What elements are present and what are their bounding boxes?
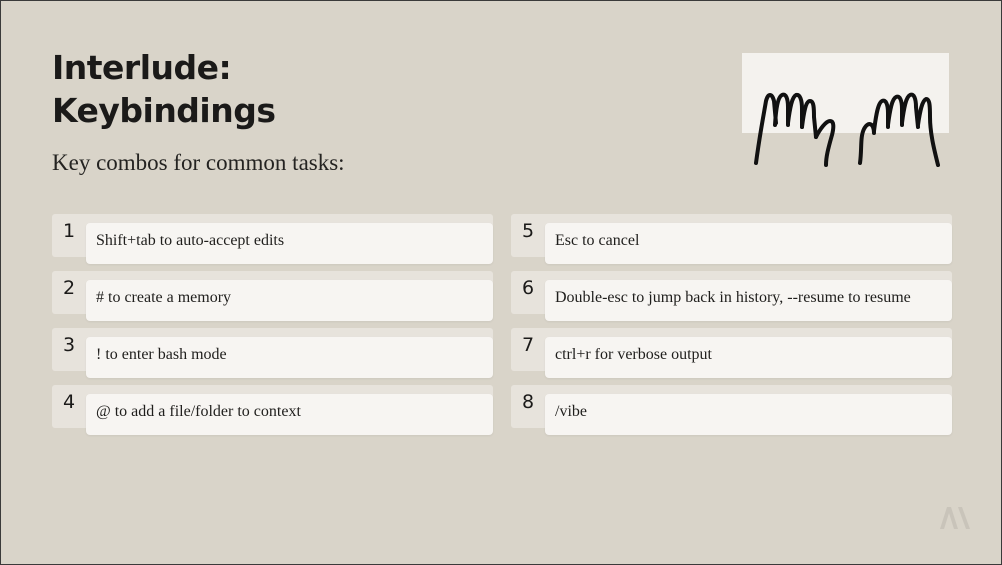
item-card <box>86 280 493 321</box>
list-item <box>511 214 952 257</box>
keybinding-list-left <box>52 214 493 442</box>
item-card <box>545 337 952 378</box>
item-number: 3 <box>62 334 76 356</box>
item-card <box>86 223 493 264</box>
item-text: # to create a memory <box>96 289 232 306</box>
item-text: ctrl+r for verbose output <box>555 346 712 363</box>
item-number: 4 <box>62 391 76 413</box>
subtitle: Key combos for common tasks: <box>52 150 345 175</box>
list-item <box>511 328 952 371</box>
item-number: 1 <box>62 220 76 242</box>
item-text: Double-esc to jump back in history, --resume to resume <box>555 289 911 306</box>
anthropic-logo-icon <box>940 507 970 529</box>
item-card <box>86 337 493 378</box>
item-number: 2 <box>62 277 76 299</box>
item-number: 8 <box>521 391 535 413</box>
item-card <box>545 223 952 264</box>
item-card <box>545 280 952 321</box>
item-number: 5 <box>521 220 535 242</box>
item-number: 6 <box>521 277 535 299</box>
list-item <box>52 385 493 428</box>
list-item <box>52 328 493 371</box>
page-title <box>52 46 276 132</box>
list-item <box>52 271 493 314</box>
list-item <box>511 271 952 314</box>
item-text: @ to add a file/folder to context <box>96 403 301 420</box>
item-text: Shift+tab to auto-accept edits <box>96 232 285 249</box>
item-text: ! to enter bash mode <box>96 346 227 363</box>
title-line-1: Interlude: <box>52 48 232 87</box>
item-card <box>545 394 952 435</box>
title-line-2: Keybindings <box>52 91 276 130</box>
item-text: /vibe <box>555 403 587 420</box>
list-item <box>52 214 493 257</box>
list-item <box>511 385 952 428</box>
item-card <box>86 394 493 435</box>
keybinding-list-right <box>511 214 952 442</box>
hands-on-keyboard-icon <box>742 53 972 173</box>
item-number: 7 <box>521 334 535 356</box>
item-text: Esc to cancel <box>555 232 640 249</box>
